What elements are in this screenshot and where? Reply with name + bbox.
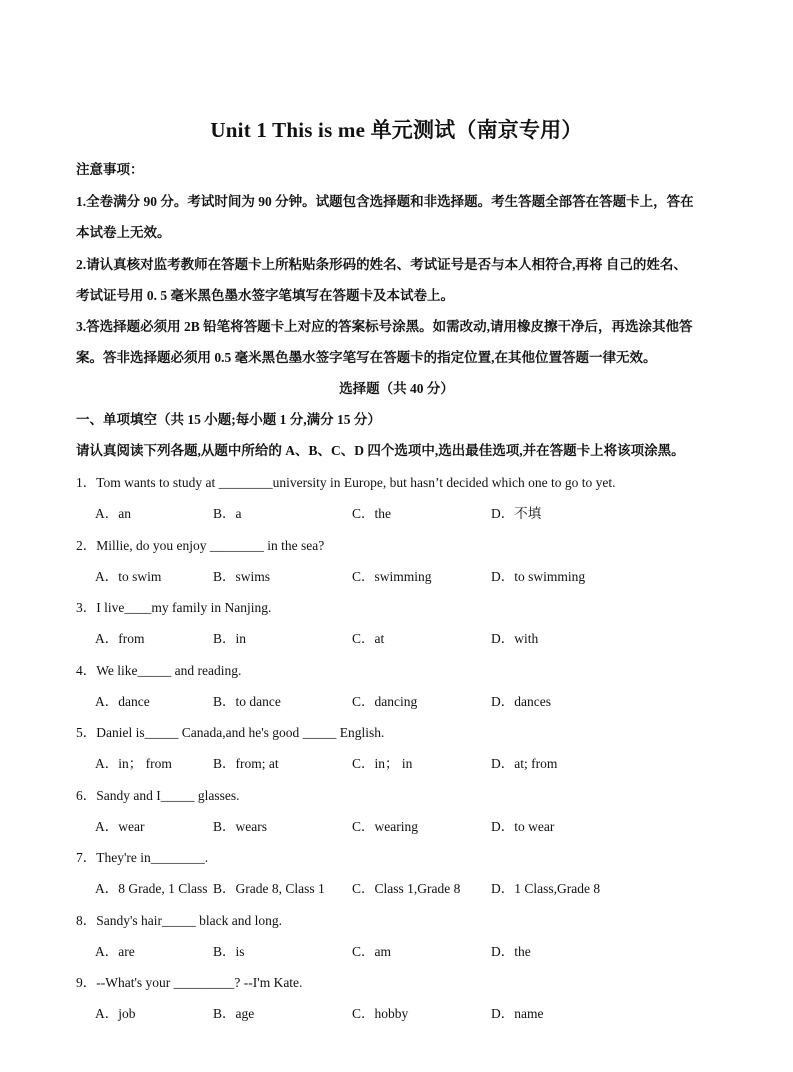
- question-option-b: B．age: [213, 1006, 255, 1021]
- question-stem: 9．--What's your _________? --I'm Kate.: [76, 975, 303, 990]
- question-option-c: C．swimming: [352, 568, 432, 584]
- question-option-d: D．at; from: [491, 756, 558, 771]
- notice-heading: 注意事项：: [76, 162, 144, 177]
- question-option-c: C．in； in: [352, 756, 413, 771]
- question-option-d: D．the: [491, 943, 531, 959]
- question-option-a: A．8 Grade, 1 Class: [95, 881, 208, 896]
- question-stem: 3．I live____my family in Nanjing.: [76, 600, 272, 615]
- question-option-a: A．are: [95, 943, 135, 959]
- question-option-a: A．dance: [95, 693, 150, 709]
- question-option-c: C．am: [352, 943, 391, 959]
- question-stem: 7．They're in________.: [76, 850, 209, 865]
- question-stem: 2．Millie, do you enjoy ________ in the sea?: [76, 537, 325, 553]
- question-option-a: A．an: [95, 506, 131, 521]
- part1-heading: 一、单项填空（共 15 小题;每小题 1 分,满分 15 分）: [76, 412, 381, 427]
- page-title: Unit 1 This is me 单元测试（南京专用）: [210, 118, 583, 142]
- notice-p3-line1: 3.答选择题必须用 2B 铅笔将答题卡上对应的答案标号涂黑。如需改动,请用橡皮擦干净后，再选涂其他答: [76, 319, 693, 334]
- question-stem: 1．Tom wants to study at ________university in Europe, but hasn’t decided which one to go to yet.: [76, 475, 616, 490]
- notice-p1-line2: 本试卷上无效。: [76, 225, 171, 240]
- question-option-d: D．to swimming: [491, 568, 586, 584]
- question-option-d: D．不填: [491, 506, 542, 521]
- section-title: 选择题（共 40 分）: [339, 381, 454, 396]
- question-option-b: B．swims: [213, 568, 271, 584]
- question-stem: 8．Sandy's hair_____ black and long.: [76, 912, 283, 928]
- question-option-a: A．job: [95, 1006, 136, 1021]
- question-option-b: B．from; at: [213, 756, 279, 771]
- question-option-c: C．dancing: [352, 693, 418, 709]
- question-option-b: B．is: [213, 943, 245, 959]
- notice-p2-line1: 2.请认真核对监考教师在答题卡上所粘贴条形码的姓名、考试证号是否与本人相符合,再将 自己的姓名、: [76, 257, 687, 272]
- question-option-b: B．wears: [213, 818, 267, 834]
- question-option-b: B．Grade 8, Class 1: [213, 881, 325, 896]
- question-option-c: C．Class 1,Grade 8: [352, 881, 461, 896]
- question-option-d: D．with: [491, 631, 539, 646]
- notice-p2-line2: 考试证号用 0. 5 毫米黑色墨水签字笔填写在答题卡及本试卷上。: [76, 288, 454, 303]
- question-option-c: C．wearing: [352, 818, 418, 834]
- notice-p1-line1: 1.全卷满分 90 分。考试时间为 90 分钟。试题包含选择题和非选择题。考生答题全部答在答题卡上，答在: [76, 194, 694, 209]
- question-stem: 5．Daniel is_____ Canada,and he's good _____ English.: [76, 725, 385, 740]
- question-option-d: D．to wear: [491, 818, 555, 834]
- question-option-b: B．in: [213, 631, 247, 646]
- question-option-d: D．dances: [491, 693, 551, 709]
- question-option-c: C．the: [352, 506, 391, 521]
- question-stem: 6．Sandy and I_____ glasses.: [76, 787, 240, 803]
- question-option-d: D．1 Class,Grade 8: [491, 881, 601, 896]
- question-option-a: A．in； from: [95, 756, 172, 771]
- question-option-d: D．name: [491, 1006, 544, 1021]
- question-stem: 4．We like_____ and reading.: [76, 662, 242, 678]
- question-option-c: C．at: [352, 631, 385, 646]
- question-option-b: B．to dance: [213, 693, 281, 709]
- question-option-a: A．from: [95, 631, 145, 646]
- question-option-c: C．hobby: [352, 1006, 409, 1021]
- question-option-a: A．wear: [95, 818, 145, 834]
- notice-p3-line2: 案。答非选择题必须用 0.5 毫米黑色墨水签字笔写在答题卡的指定位置,在其他位置答题一律无效。: [76, 350, 657, 365]
- question-option-a: A．to swim: [95, 568, 162, 584]
- question-option-b: B．a: [213, 506, 242, 521]
- part1-instruction: 请认真阅读下列各题,从题中所给的 A、B、C、D 四个选项中,选出最佳选项,并在答题卡上将该项涂黑。: [76, 443, 685, 458]
